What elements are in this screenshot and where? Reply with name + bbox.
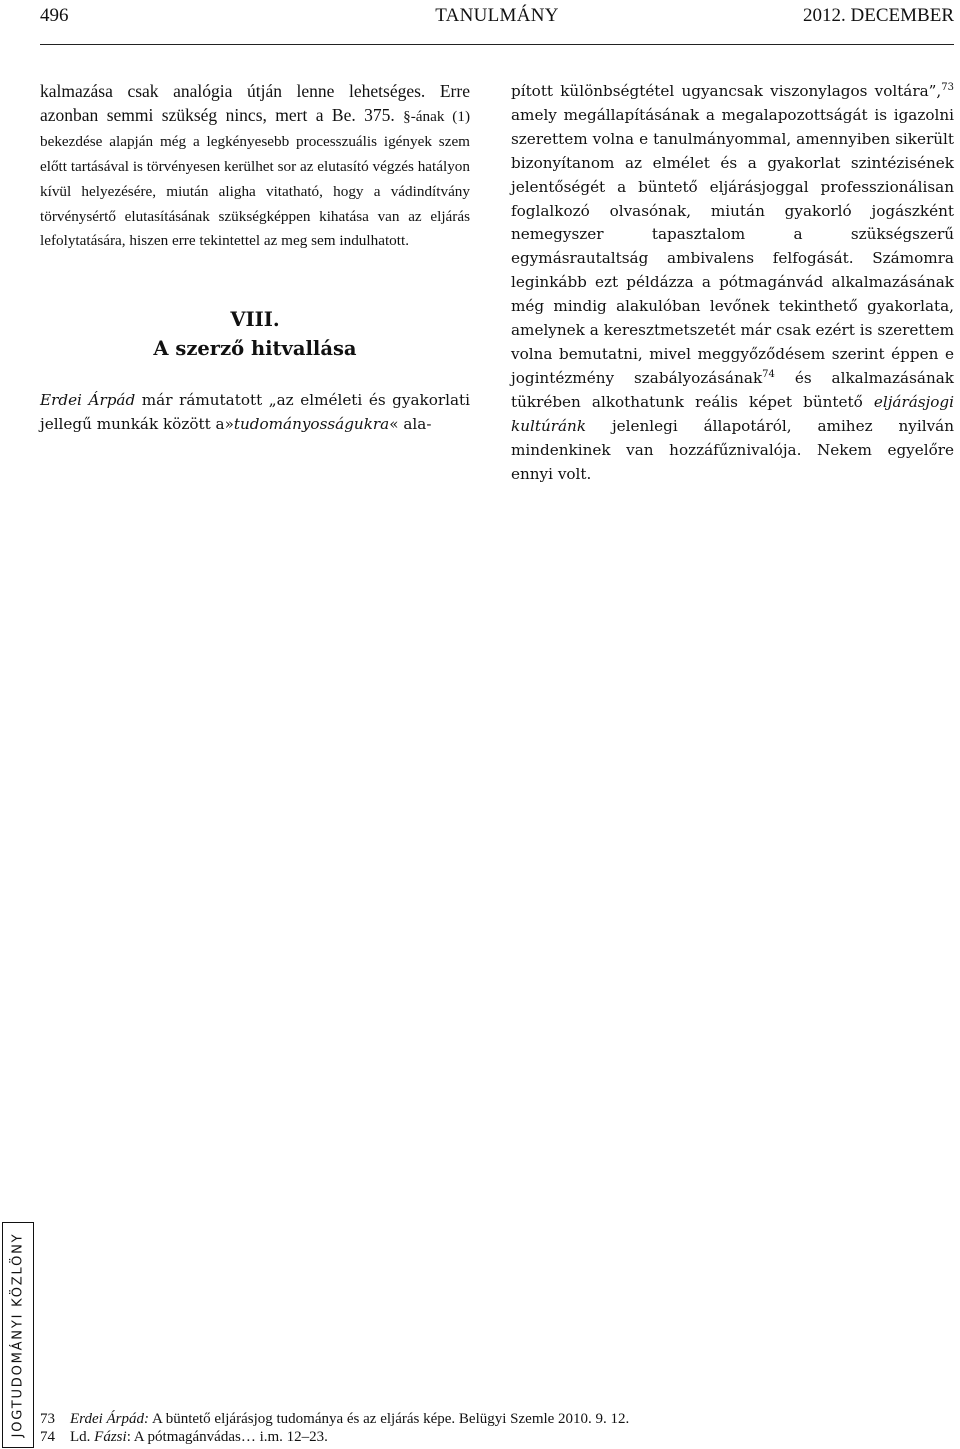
- paragraph-lead-text: kalmazása csak analógia útján lenne lehetséges. Erre azonban semmi szükség nincs, mert a Be. 375.: [40, 81, 470, 125]
- section-number: VIII.: [230, 308, 280, 332]
- italic-term: eljárásjogi kultúránk: [511, 392, 954, 435]
- left-column: [40, 80, 470, 437]
- footnote-prefix: Ld.: [70, 1429, 95, 1445]
- footnote-number: 74: [40, 1429, 55, 1445]
- footnote-text: : A pótmagánvádas… i.m. 12–23.: [126, 1429, 328, 1445]
- footnote-73: [40, 1410, 940, 1428]
- footnote-74: [40, 1428, 940, 1446]
- page-number: 496: [40, 5, 69, 26]
- paragraph: [40, 389, 470, 437]
- paragraph-text: §-ának (1) bekezdése alapján még a legkényesebb processzuális igények szem előtt tartásával is törvényesen kerülhet sor az elutasító végzés hatályon kívül helyezésére, miután aligha vitatható, hogy a vádindítvány törvénysértő elutasításának szükségképpen kihatása van az eljárás lefolytatására, hiszen erre tekintettel az meg sem indulhatott.: [40, 107, 471, 250]
- footnote-ref-73: 73: [941, 81, 954, 93]
- italic-term: tudományosságukra: [233, 415, 390, 434]
- footnote-number: 73: [40, 1411, 55, 1427]
- section-heading: [40, 305, 470, 363]
- right-column: [511, 80, 954, 486]
- paragraph-text: már rámutatott „az elméleti és gyakorlati jellegű munkák között a»: [40, 391, 471, 434]
- journal-name: JOGTUDOMÁNYI KÖZLÖNY: [10, 1232, 26, 1438]
- footnotes: [40, 1410, 940, 1446]
- running-header: [40, 0, 954, 45]
- footnote-author: Erdei Árpád:: [70, 1411, 150, 1427]
- paragraph-text: jelenlegi állapotáról, amihez nyilván mindenkinek van hozzáfűznivalója. Nekem egyelőre ennyi volt.: [511, 416, 954, 483]
- paragraph-text: pított különbségtétel ugyancsak viszonylagos voltára”,: [511, 82, 942, 100]
- paragraph: [40, 80, 470, 253]
- paragraph-text: és alkalmazásának tükrében alkothatunk reális képet büntető: [511, 368, 954, 411]
- section-title: A szerző hitvallása: [153, 337, 357, 361]
- footnote-text: A büntető eljárásjog tudománya és az eljárás képe. Belügyi Szemle 2010. 9. 12.: [149, 1411, 630, 1427]
- issue-date: 2012. DECEMBER: [803, 5, 954, 26]
- journal-side-label: [2, 1222, 34, 1448]
- paragraph: [511, 80, 954, 486]
- footnote-author: Fázsi: [94, 1429, 127, 1445]
- section-label: TANULMÁNY: [435, 5, 559, 26]
- paragraph-text: « ala-: [389, 415, 432, 434]
- author-name: Erdei Árpád: [40, 391, 136, 410]
- paragraph-text: amely megállapításának a megalapozottságát is igazolni szerettem volna e tanulmányommal, amennyiben sikerült bizonyítanom az elmélet és a gyakorlat szintézisének jelentőségét a büntető eljárásjoggal professzionálisan foglalkozó olvasónak, miután gyakorló jogászként nemegyszer tapasztalom a szükségszerű egymásrautaltság ambivalens felfogását. Számomra leginkább ezt példázza a pótmagánvád alkalmazásának még mindig alakulóban levőnek tekinthető gyakorlata, amelynek a keresztmetszetét már csak ezért is szerettem volna bemutatni, mivel meggyőződésem szerint éppen e jogintézmény szabályozásának: [511, 105, 954, 387]
- footnote-ref-74: 74: [762, 368, 775, 380]
